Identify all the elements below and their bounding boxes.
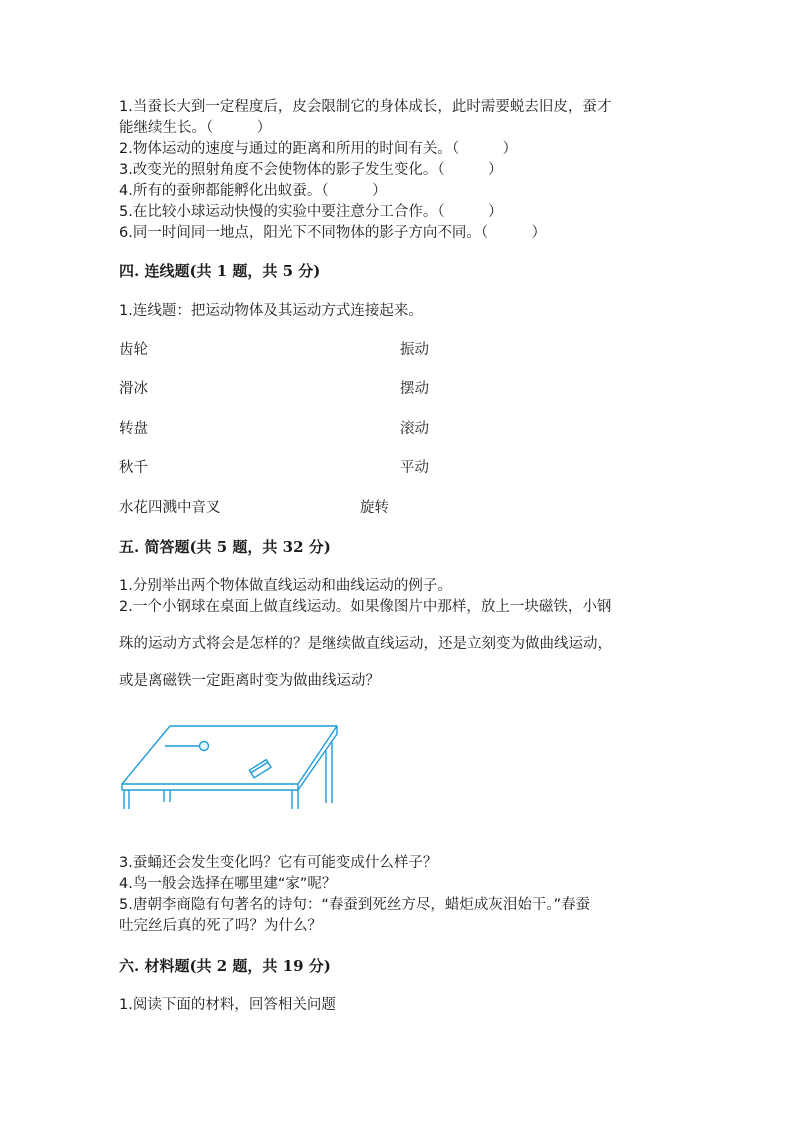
judge-q3: 3.改变光的照射角度不会使物体的影子发生变化。（ ） bbox=[119, 162, 503, 178]
match-left-3: 转盘 bbox=[119, 421, 148, 437]
section5-q4: 4.鸟一般会选择在哪里建“家”呢？ bbox=[119, 876, 337, 892]
judge-q1-line1: 1.当蚕长大到一定程度后，皮会限制它的身体成长，此时需要蜕去旧皮，蚕才 bbox=[119, 99, 612, 115]
judge-q2: 2.物体运动的速度与通过的距离和所用的时间有关。（ ） bbox=[119, 141, 518, 157]
match-left-2: 滑冰 bbox=[119, 381, 148, 397]
section6-q1: 1.阅读下面的材料，回答相关问题 bbox=[119, 997, 336, 1013]
steel-ball bbox=[200, 742, 209, 751]
section6-heading: 六. 材料题(共 2 题，共 19 分) bbox=[119, 957, 331, 975]
section5-heading: 五. 简答题(共 5 题，共 32 分) bbox=[119, 538, 331, 556]
match-left-4: 秋千 bbox=[119, 460, 148, 476]
judge-q4: 4.所有的蚕卵都能孵化出蚁蚕。（ ） bbox=[119, 183, 387, 199]
table-top bbox=[122, 726, 337, 784]
match-right-2: 摆动 bbox=[400, 381, 429, 397]
magnet bbox=[249, 760, 271, 778]
judge-q1-line2: 能继续生长。（ ） bbox=[119, 120, 272, 136]
section5-q5-line1: 5.唐朝李商隐有句著名的诗句：“春蚕到死丝方尽，蜡炬成灰泪始干。”春蚕 bbox=[119, 897, 591, 913]
section4-heading: 四. 连线题(共 1 题，共 5 分) bbox=[119, 262, 321, 280]
section5-q2-line3: 或是离磁铁一定距离时变为做曲线运动？ bbox=[119, 673, 380, 689]
section5-q2-line2: 珠的运动方式将会是怎样的？是继续做直线运动，还是立刻变为做曲线运动， bbox=[119, 636, 612, 652]
section5-q2-line1: 2.一个小钢球在桌面上做直线运动。如果像图片中那样，放上一块磁铁，小钢 bbox=[119, 599, 612, 615]
match-right-5: 旋转 bbox=[360, 500, 389, 516]
section5-q1: 1.分别举出两个物体做直线运动和曲线运动的例子。 bbox=[119, 578, 452, 594]
judge-q6: 6.同一时间同一地点，阳光下不同物体的影子方向不同。（ ） bbox=[119, 225, 547, 241]
table-magnet-figure bbox=[118, 718, 342, 813]
judge-q5: 5.在比较小球运动快慢的实验中要注意分工合作。（ ） bbox=[119, 204, 503, 220]
match-left-5: 水花四溅中音叉 bbox=[119, 500, 221, 516]
section5-q3: 3.蚕蛹还会发生变化吗？它有可能变成什么样子？ bbox=[119, 855, 438, 871]
match-right-4: 平动 bbox=[400, 460, 429, 476]
match-right-3: 滚动 bbox=[400, 421, 429, 437]
section4-q1: 1.连线题：把运动物体及其运动方式连接起来。 bbox=[119, 303, 423, 319]
section5-q5-line2: 吐完丝后真的死了吗？为什么？ bbox=[119, 918, 322, 934]
match-left-1: 齿轮 bbox=[119, 342, 148, 358]
match-right-1: 振动 bbox=[400, 342, 429, 358]
table-front-edge bbox=[122, 726, 337, 790]
